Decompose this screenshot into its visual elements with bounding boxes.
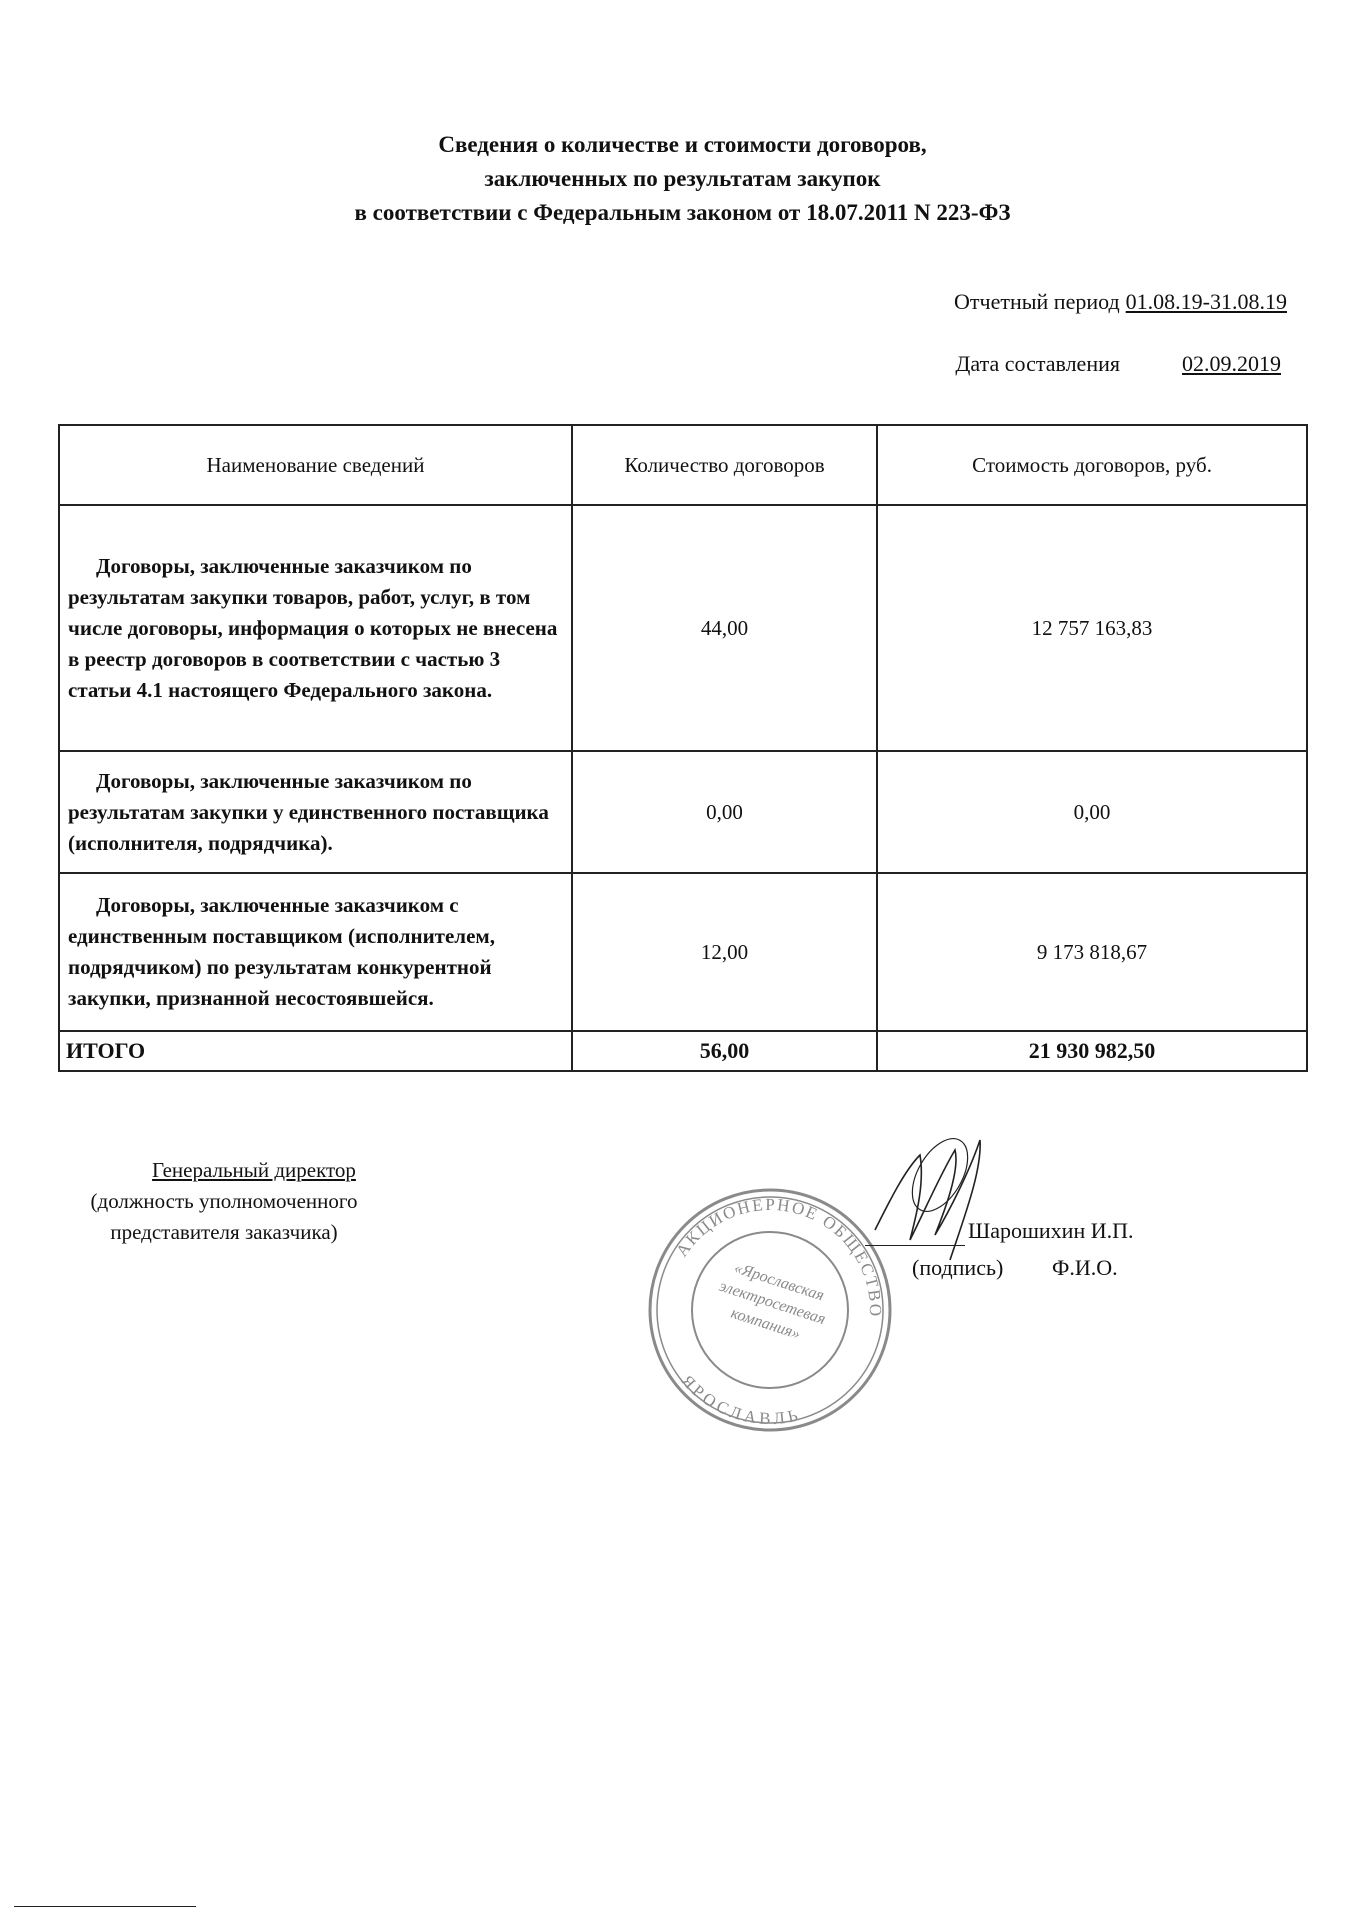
row-cost: 0,00 bbox=[877, 751, 1307, 873]
header-name: Наименование сведений bbox=[59, 425, 572, 505]
table-row bbox=[59, 505, 1307, 751]
stamp-outer-text: АКЦИОНЕРНОЕ ОБЩЕСТВО bbox=[672, 1194, 886, 1319]
position-caption-1: (должность уполномоченного bbox=[90, 1189, 358, 1213]
row-count: 44,00 bbox=[572, 505, 877, 751]
row-cost: 12 757 163,83 bbox=[877, 505, 1307, 751]
total-label: ИТОГО bbox=[59, 1031, 572, 1071]
report-period bbox=[954, 289, 1287, 315]
report-period-value: 01.08.19-31.08.19 bbox=[1125, 289, 1287, 314]
document-title bbox=[0, 128, 1365, 230]
fio-caption: Ф.И.О. bbox=[1052, 1255, 1118, 1280]
position-caption-2: представителя заказчика) bbox=[110, 1220, 338, 1244]
company-stamp bbox=[645, 1185, 895, 1435]
compile-date bbox=[955, 351, 1281, 377]
report-period-label: Отчетный период bbox=[954, 289, 1120, 314]
stamp-inner-text: «Ярославская электросетевая компания» bbox=[717, 1259, 828, 1343]
row-count: 0,00 bbox=[572, 751, 877, 873]
title-line-3: в соответствии с Федеральным законом от 18.07.2011 N 223-ФЗ bbox=[354, 200, 1011, 225]
total-row bbox=[59, 1031, 1307, 1071]
header-cost: Стоимость договоров, руб. bbox=[877, 425, 1307, 505]
row-cost: 9 173 818,67 bbox=[877, 873, 1307, 1031]
title-line-1: Сведения о количестве и стоимости договоров, bbox=[438, 132, 927, 157]
compile-date-value: 02.09.2019 bbox=[1182, 351, 1281, 376]
row-name: Договоры, заключенные заказчиком по результатам закупки товаров, работ, услуг, в том числе договоры, информация о которых не внесена в реестр договоров в соответствии с частью 3 статьи 4.1 настоящего Федерального закона. bbox=[59, 505, 572, 751]
table-header-row bbox=[59, 425, 1307, 505]
total-count: 56,00 bbox=[572, 1031, 877, 1071]
footer-rule bbox=[14, 1906, 196, 1907]
header-count: Количество договоров bbox=[572, 425, 877, 505]
row-name: Договоры, заключенные заказчиком по результатам закупки у единственного поставщика (исполнителя, подрядчика). bbox=[59, 751, 572, 873]
handwritten-signature bbox=[870, 1130, 990, 1270]
signatory-position-block bbox=[54, 1155, 394, 1248]
table-row bbox=[59, 751, 1307, 873]
table-row bbox=[59, 873, 1307, 1031]
row-count: 12,00 bbox=[572, 873, 877, 1031]
signatory-position: Генеральный директор bbox=[152, 1158, 356, 1182]
contracts-table bbox=[58, 424, 1308, 1072]
signature-line bbox=[865, 1245, 965, 1246]
row-name: Договоры, заключенные заказчиком с единственным поставщиком (исполнителем, подрядчиком) по результатам конкурентной закупки, признанной несостоявшейся. bbox=[59, 873, 572, 1031]
signature-caption: (подпись) bbox=[912, 1255, 1004, 1280]
compile-date-label: Дата составления bbox=[955, 351, 1120, 376]
signatory-name: Шарошихин И.П. bbox=[968, 1218, 1134, 1243]
title-line-2: заключенных по результатам закупок bbox=[484, 166, 881, 191]
stamp-city: ЯРОСЛАВЛЬ bbox=[677, 1371, 802, 1429]
total-cost: 21 930 982,50 bbox=[877, 1031, 1307, 1071]
